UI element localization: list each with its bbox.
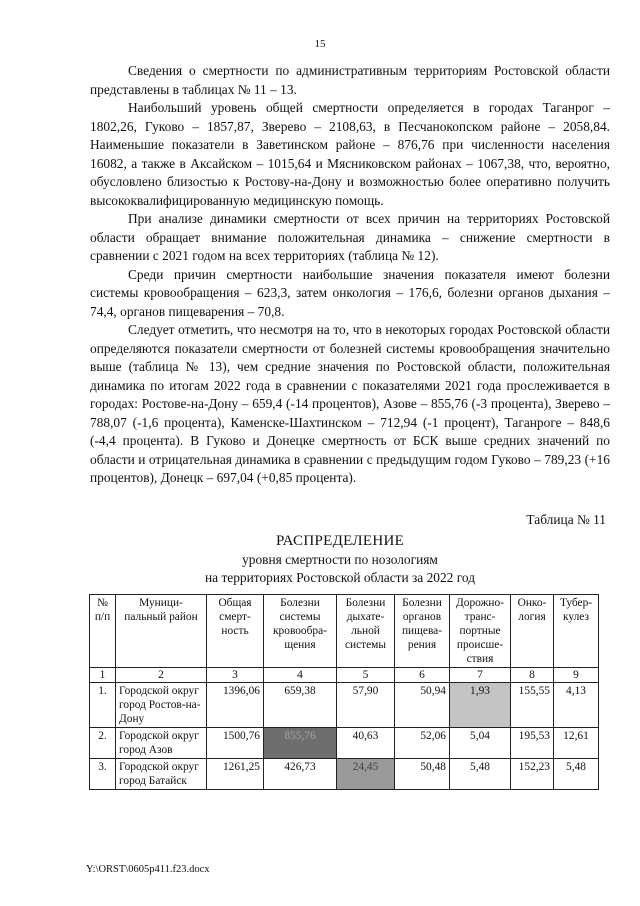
cell-digestive: 50,48 [395, 759, 450, 790]
cell-total: 1500,76 [207, 728, 264, 759]
column-number: 6 [395, 668, 450, 683]
cell-road-accidents-highlighted: 1,93 [450, 683, 511, 728]
cell-road-accidents: 5,48 [450, 759, 511, 790]
header-cell: № п/п [90, 595, 116, 668]
paragraph: При анализе динамики смертности от всех причин на территориях Ростовской области обращает внимание положительная динамика – снижение смертности в сравнении с 2021 годом на всех территориях (таблица № 12). [90, 211, 610, 263]
cell-oncology: 155,55 [511, 683, 554, 728]
paragraph: Наибольший уровень общей смертности определяется в городах Таганрог – 1802,26, Гуково – 1857,87, Зверево – 2108,63, в Песчанокопском районе – 2058,84. Наименьшие показатели в Заветинском районе – 876,76 при численности населения 16082, а также в Аксайском – 1015,64 и Мясниковском районах – 1067,38, что, вероятно, обусловлено близостью к Ростову-на-Дону и возможностью более оперативно получить высококвалифицированную медицинскую помощь. [90, 100, 610, 208]
column-number: 1 [90, 668, 116, 683]
header-cell: Болезни органов пищева-рения [395, 595, 450, 668]
body-text [90, 62, 610, 488]
cell-respiratory: 40,63 [337, 728, 395, 759]
page-number: 15 [314, 38, 326, 50]
mortality-table [89, 594, 599, 790]
header-cell: Онко-логия [511, 595, 554, 668]
column-number: 7 [450, 668, 511, 683]
header-cell: Болезни системы кровообра-щения [264, 595, 337, 668]
cell-total: 1396,06 [207, 683, 264, 728]
cell-circulatory: 659,38 [264, 683, 337, 728]
table-title [120, 532, 560, 588]
header-cell: Общая смерт-ность [207, 595, 264, 668]
municipality: Городской округ город Батайск [116, 759, 207, 790]
cell-circulatory: 426,73 [264, 759, 337, 790]
cell-respiratory-highlighted: 24,45 [337, 759, 395, 790]
cell-total: 1261,25 [207, 759, 264, 790]
cell-tuberculosis: 4,13 [554, 683, 599, 728]
header-cell: Муници-пальный район [116, 595, 207, 668]
table-row [90, 759, 599, 790]
row-number: 1. [90, 683, 116, 728]
municipality: Городской округ город Ростов-на-Дону [116, 683, 207, 728]
paragraph: Следует отметить, что несмотря на то, что в некоторых городах Ростовской области определяются показатели смертности от болезней системы кровообращения значительно выше (таблица № 13), чем средние значения по Ростовской области, положительная динамика по итогам 2022 года в сравнении с показателями 2021 года прослеживается в городах: Ростове-на-Дону – 659,4 (-14 процентов), Азове – 855,76 (-3 процента), Зверево – 788,07 (-1,6 процента), Каменске-Шахтинском – 712,94 (-1 процент), Таганроге – 848,6 (-4,4 процента). В Гуково и Донецке смертность от БСК выше средних значений по области и отрицательная динамика в сравнении с предыдущим годом Гуково – 789,23 (+16 процентов), Донецк – 697,04 (+0,85 процента). [90, 322, 610, 485]
cell-road-accidents: 5,04 [450, 728, 511, 759]
column-number-row [90, 668, 599, 683]
column-number: 5 [337, 668, 395, 683]
paragraph: Сведения о смертности по административным территориям Ростовской области представлены в таблицах № 11 – 13. [90, 63, 610, 97]
cell-oncology: 152,23 [511, 759, 554, 790]
table-label: Таблица № 11 [526, 512, 606, 527]
table-title-subtitle: на территориях Ростовской области за 2022 год [204, 570, 476, 585]
cell-tuberculosis: 12,61 [554, 728, 599, 759]
cell-digestive: 52,06 [395, 728, 450, 759]
table-row [90, 683, 599, 728]
table-title-subtitle: уровня смертности по нозологиям [242, 551, 438, 567]
column-number: 4 [264, 668, 337, 683]
municipality: Городской округ город Азов [116, 728, 207, 759]
column-number: 3 [207, 668, 264, 683]
paragraph: Среди причин смертности наибольшие значения показателя имеют болезни системы кровообращения – 623,3, затем онкология – 176,6, болезни органов дыхания – 74,4, органов пищеварения – 70,8. [90, 266, 610, 319]
header-cell: Тубер-кулез [554, 595, 599, 668]
table-header-row [90, 595, 599, 668]
cell-respiratory: 57,90 [337, 683, 395, 728]
cell-digestive: 50,94 [395, 683, 450, 728]
cell-oncology: 195,53 [511, 728, 554, 759]
table-row [90, 728, 599, 759]
header-cell: Болезни дыхате-льной системы [337, 595, 395, 668]
cell-tuberculosis: 5,48 [554, 759, 599, 790]
row-number: 2. [90, 728, 116, 759]
row-number: 3. [90, 759, 116, 790]
footer-file-path: Y:\ORST\0605p411.f23.docx [86, 864, 210, 875]
header-cell: Дорожно-транс-портные происше-ствия [450, 595, 511, 668]
table-title-heading: РАСПРЕДЕЛЕНИЕ [275, 533, 405, 549]
column-number: 9 [554, 668, 599, 683]
cell-circulatory-highlighted: 855,76 [264, 728, 337, 759]
column-number: 8 [511, 668, 554, 683]
column-number: 2 [116, 668, 207, 683]
